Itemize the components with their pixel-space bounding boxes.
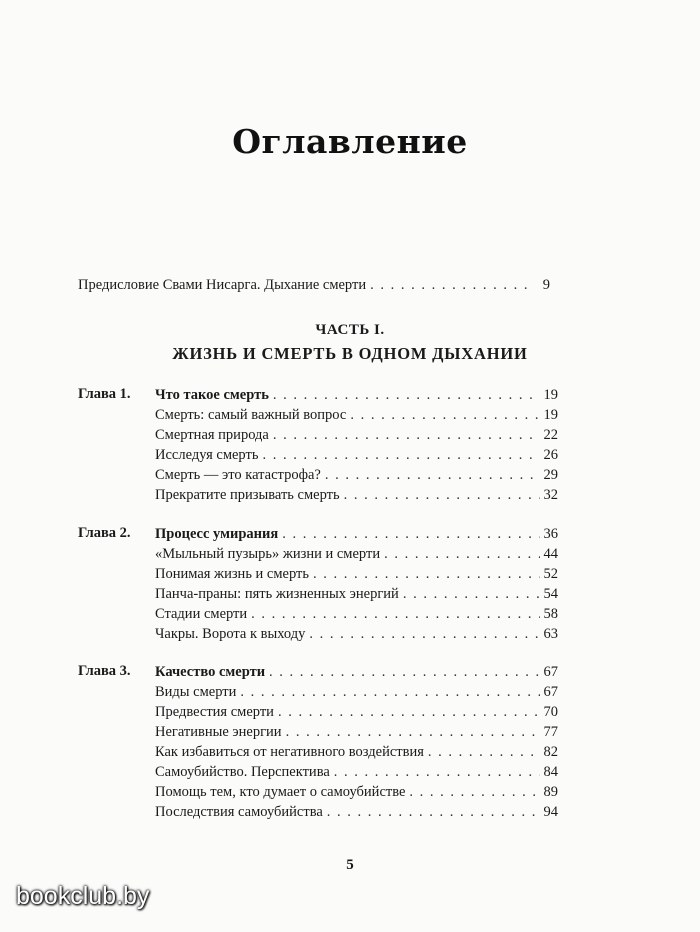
entry-page: 29 (543, 467, 558, 483)
dot-leader (428, 743, 540, 761)
toc-entry (155, 625, 558, 644)
entry-page: 36 (543, 526, 558, 542)
toc-entry (155, 466, 558, 485)
dot-leader (334, 763, 540, 781)
entry-title: Помощь тем, кто думает о самоубийстве (155, 784, 406, 800)
dot-leader (409, 783, 539, 801)
entry-title: Понимая жизнь и смерть (155, 566, 309, 582)
entry-page: 52 (543, 566, 558, 582)
dot-leader (309, 625, 539, 643)
entry-title: Виды смерти (155, 684, 237, 700)
toc-entry (155, 803, 558, 822)
toc-entry (155, 486, 558, 505)
toc-entry (155, 783, 558, 802)
dot-leader (251, 605, 539, 623)
chapter-label: Глава 2. (78, 525, 131, 541)
entry-title: «Мыльный пузырь» жизни и смерти (155, 546, 381, 562)
entry-page: 94 (543, 804, 558, 820)
entry-page: 84 (543, 764, 558, 780)
toc-entry (155, 763, 558, 782)
entry-page: 67 (543, 664, 558, 680)
watermark-logo: bookclub.by (16, 882, 150, 910)
entry-title: Смерть: самый важный вопрос (155, 407, 347, 423)
entry-title: Качество смерти (155, 664, 266, 680)
toc-entry (155, 703, 558, 722)
dot-leader (278, 703, 540, 721)
entry-title: Смертная природа (155, 427, 269, 443)
entry-title: Стадии смерти (155, 606, 248, 622)
toc-entry (155, 743, 558, 762)
entry-title: Смерть — это катастрофа? (155, 467, 321, 483)
dot-leader (262, 446, 539, 464)
dot-leader (313, 565, 540, 583)
dot-leader (286, 723, 540, 741)
entry-page: 19 (543, 407, 558, 423)
entry-title: Процесс умирания (155, 526, 279, 542)
dot-leader (269, 663, 539, 681)
dot-leader (240, 683, 539, 701)
dot-leader (273, 386, 540, 404)
toc-entry (155, 723, 558, 742)
preface-page: 9 (542, 277, 550, 293)
entry-title: Что такое смерть (155, 387, 269, 403)
dot-leader (403, 585, 540, 603)
entry-page: 44 (543, 546, 558, 562)
toc-entry (155, 683, 558, 702)
dot-leader (370, 276, 532, 294)
entry-page: 19 (543, 387, 558, 403)
chapter-label: Глава 3. (78, 663, 131, 679)
entry-page: 89 (543, 784, 558, 800)
part-title: ЖИЗНЬ И СМЕРТЬ В ОДНОМ ДЫХАНИИ (172, 344, 528, 363)
entry-title: Прекратите призывать смерть (155, 487, 340, 503)
entry-title: Самоубийство. Перспектива (155, 764, 330, 780)
chapter-label: Глава 1. (78, 386, 131, 402)
entry-title: Исследуя смерть (155, 447, 259, 463)
entry-title: Как избавиться от негативного воздействия (155, 744, 424, 760)
dot-leader (350, 406, 539, 424)
entry-title: Негативные энергии (155, 724, 282, 740)
toc-entry (155, 426, 558, 445)
page-number: 5 (346, 857, 354, 873)
toc-entry (155, 386, 558, 405)
entry-page: 58 (543, 606, 558, 622)
entry-page: 63 (543, 626, 558, 642)
toc-entry (155, 605, 558, 624)
entry-page: 54 (543, 586, 558, 602)
toc-entry (155, 545, 558, 564)
toc-entry (155, 446, 558, 465)
toc-heading: Оглавление (232, 122, 468, 161)
dot-leader (344, 486, 540, 504)
entry-page: 70 (543, 704, 558, 720)
toc-entry (155, 663, 558, 682)
entry-title: Предвестия смерти (155, 704, 274, 720)
entry-page: 77 (543, 724, 558, 740)
entry-page: 82 (543, 744, 558, 760)
entry-page: 32 (543, 487, 558, 503)
entry-page: 67 (543, 684, 558, 700)
toc-entry (155, 565, 558, 584)
dot-leader (282, 525, 539, 543)
entry-title: Чакры. Ворота к выходу (155, 626, 306, 642)
dot-leader (325, 466, 540, 484)
dot-leader (327, 803, 540, 821)
entry-title: Панча-праны: пять жизненных энергий (155, 586, 399, 602)
preface-entry (78, 276, 550, 295)
preface-title: Предисловие Свами Нисарга. Дыхание смерти (78, 277, 367, 293)
entry-title: Последствия самоубийства (155, 804, 323, 820)
entry-page: 22 (543, 427, 558, 443)
dot-leader (384, 545, 539, 563)
entry-page: 26 (543, 447, 558, 463)
toc-entry (155, 585, 558, 604)
toc-entry (155, 525, 558, 544)
dot-leader (273, 426, 540, 444)
part-label: ЧАСТЬ I. (315, 322, 385, 338)
toc-entry (155, 406, 558, 425)
